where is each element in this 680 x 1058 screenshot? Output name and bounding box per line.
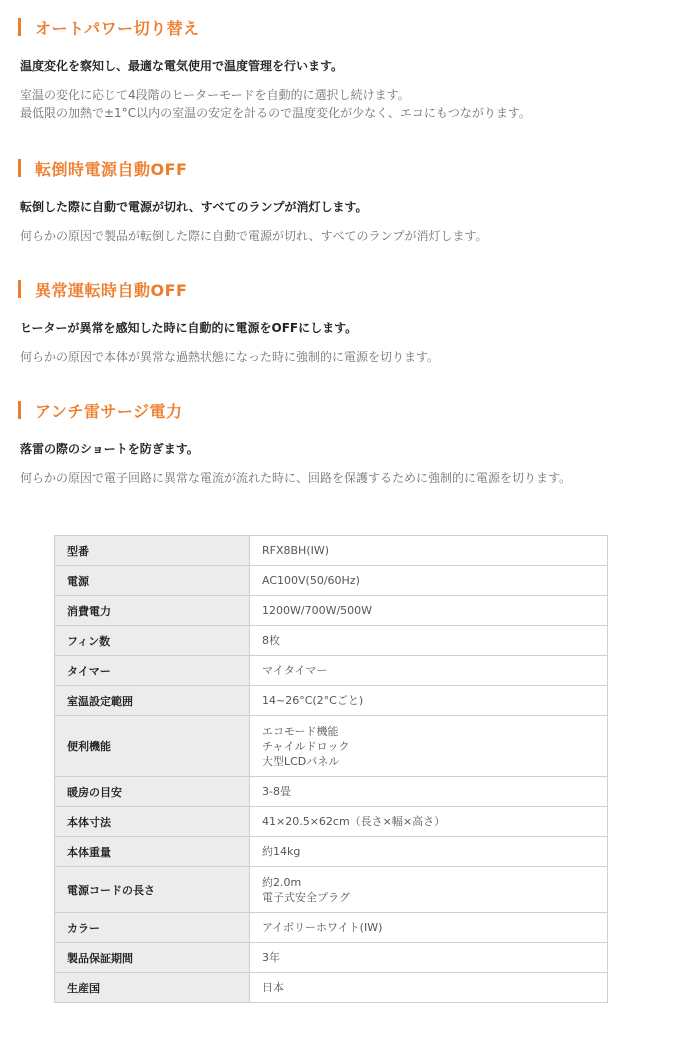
spec-label: カラー <box>55 913 250 943</box>
feature-lead: ヒーターが異常を感知した時に自動的に電源をOFFにします。 <box>20 321 358 335</box>
spec-row-cord-length <box>55 867 608 913</box>
spec-label: 室温設定範囲 <box>55 686 250 716</box>
spec-label: 電源 <box>55 566 250 596</box>
heading-accent-bar <box>18 401 21 419</box>
spec-row-temp-range <box>55 686 608 716</box>
spec-row-warranty <box>55 943 608 973</box>
spec-row-color <box>55 913 608 943</box>
feature-description <box>20 86 531 122</box>
feature-anti-surge <box>18 399 658 489</box>
feature-description <box>20 227 488 245</box>
feature-description <box>20 469 571 487</box>
spec-label: 便利機能 <box>55 716 250 777</box>
feature-abnormal-off <box>18 278 658 368</box>
feature-heading <box>18 157 658 179</box>
spec-row-power-source <box>55 566 608 596</box>
heading-accent-bar <box>18 159 21 177</box>
feature-title: アンチ雷サージ電力 <box>35 401 183 421</box>
spec-row-timer <box>55 656 608 686</box>
spec-value <box>250 973 608 1003</box>
spec-value-line: エコモード機能 <box>262 724 339 738</box>
heading-accent-bar <box>18 280 21 298</box>
spec-label: 製品保証期間 <box>55 943 250 973</box>
spec-value-line: RFX8BH(IW) <box>262 544 330 557</box>
spec-value <box>250 777 608 807</box>
feature-title: 転倒時電源自動OFF <box>35 159 188 179</box>
spec-value <box>250 943 608 973</box>
spec-value-line: 約14kg <box>262 845 301 858</box>
feature-auto-power <box>18 16 658 126</box>
feature-description-line: 最低限の加熱で±1°C以内の室温の安定を計るので温度変化が少なく、エコにもつながります。 <box>20 106 531 120</box>
feature-tip-over-off <box>18 157 658 247</box>
feature-lead: 転倒した際に自動で電源が切れ、すべてのランプが消灯します。 <box>20 200 368 214</box>
spec-value <box>250 716 608 777</box>
spec-row-power-consumption <box>55 596 608 626</box>
spec-value <box>250 536 608 566</box>
feature-description-line: 何らかの原因で電子回路に異常な電流が流れた時に、回路を保護するために強制的に電源を切ります。 <box>20 471 572 485</box>
spec-value-line: 電子式安全プラグ <box>262 890 350 904</box>
spec-row-features <box>55 716 608 777</box>
spec-row-dimensions <box>55 807 608 837</box>
spec-value-line: 大型LCDパネル <box>262 754 340 768</box>
spec-label: フィン数 <box>55 626 250 656</box>
spec-value-line: チャイルドロック <box>262 739 350 753</box>
spec-value-line: 1200W/700W/500W <box>262 604 373 617</box>
spec-value-line: アイボリーホワイト(IW) <box>262 921 383 934</box>
feature-description-line: 何らかの原因で製品が転倒した際に自動で電源が切れ、すべてのランプが消灯します。 <box>20 229 488 243</box>
spec-row-model <box>55 536 608 566</box>
spec-value <box>250 807 608 837</box>
feature-description-line: 何らかの原因で本体が異常な過熱状態になった時に強制的に電源を切ります。 <box>20 350 440 364</box>
spec-row-fins <box>55 626 608 656</box>
spec-value-line: 14~26°C(2°Cごと) <box>262 694 364 707</box>
feature-lead: 温度変化を察知し、最適な電気使用で温度管理を行います。 <box>20 59 344 73</box>
spec-value-line: 約2.0m <box>262 875 302 889</box>
spec-value-line: AC100V(50/60Hz) <box>262 574 360 587</box>
spec-label: 本体重量 <box>55 837 250 867</box>
spec-value <box>250 686 608 716</box>
feature-heading <box>18 278 658 300</box>
spec-label: 本体寸法 <box>55 807 250 837</box>
spec-value <box>250 596 608 626</box>
spec-value-line: 41×20.5×62cm（長さ×幅×高さ） <box>262 815 446 828</box>
heading-accent-bar <box>18 18 21 36</box>
spec-value <box>250 626 608 656</box>
feature-description <box>20 348 439 366</box>
spec-label: 暖房の目安 <box>55 777 250 807</box>
spec-row-weight <box>55 837 608 867</box>
spec-value <box>250 913 608 943</box>
spec-row-origin <box>55 973 608 1003</box>
feature-description-line: 室温の変化に応じて4段階のヒーターモードを自動的に選択し続けます。 <box>20 88 410 102</box>
spec-value <box>250 656 608 686</box>
feature-heading <box>18 399 658 421</box>
feature-title: 異常運転時自動OFF <box>35 280 188 300</box>
spec-table <box>54 535 608 1003</box>
spec-value <box>250 566 608 596</box>
spec-value-line: 日本 <box>262 981 284 994</box>
spec-value <box>250 867 608 913</box>
feature-heading <box>18 16 658 38</box>
feature-lead: 落雷の際のショートを防ぎます。 <box>20 442 199 456</box>
spec-label: 型番 <box>55 536 250 566</box>
spec-value <box>250 837 608 867</box>
spec-label: 電源コードの長さ <box>55 867 250 913</box>
spec-value-line: 8枚 <box>262 634 280 647</box>
spec-value-line: 3年 <box>262 951 280 964</box>
spec-value-line: 3-8畳 <box>262 785 291 798</box>
spec-label: タイマー <box>55 656 250 686</box>
spec-row-heating-area <box>55 777 608 807</box>
spec-label: 生産国 <box>55 973 250 1003</box>
feature-title: オートパワー切り替え <box>35 18 200 38</box>
spec-value-line: マイタイマー <box>262 664 328 677</box>
spec-label: 消費電力 <box>55 596 250 626</box>
